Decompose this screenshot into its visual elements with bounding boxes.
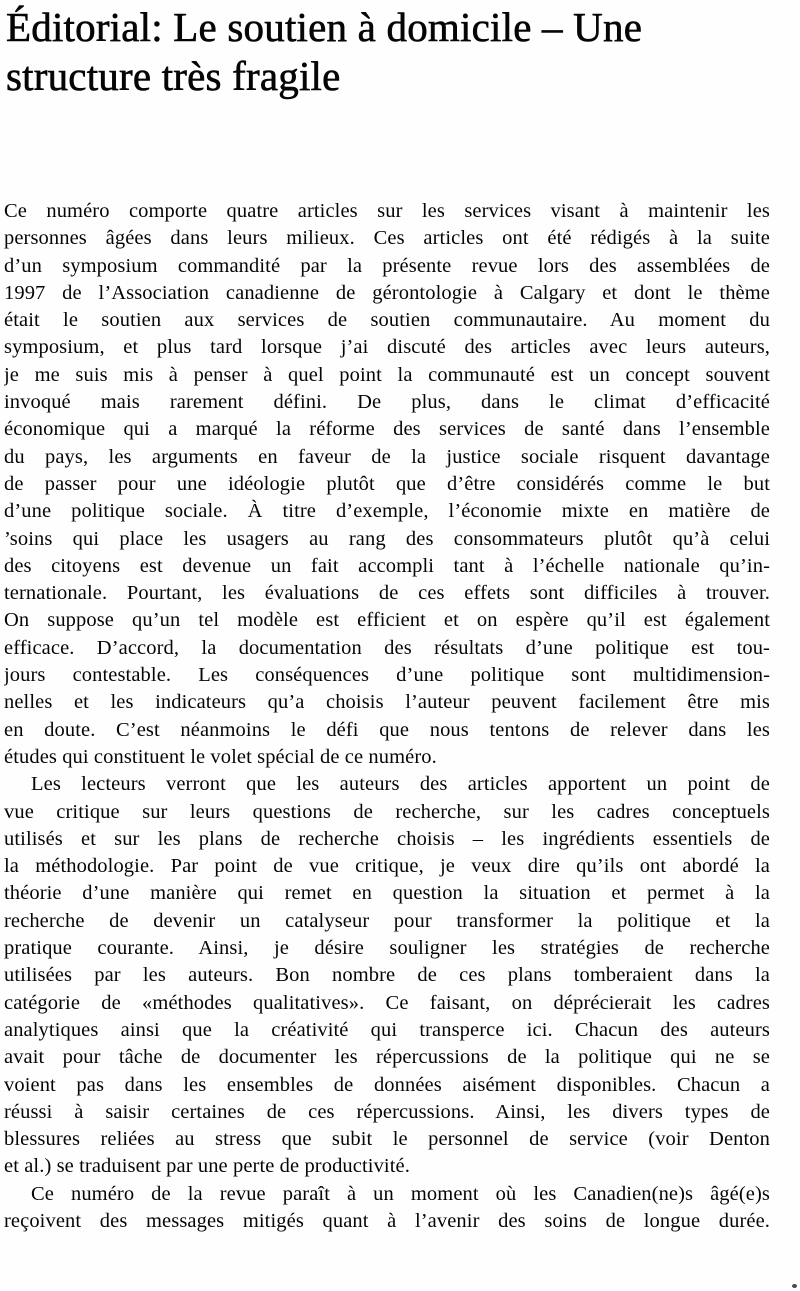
text-line: On suppose qu’un tel modèle est efficient et on espère qu’il est également	[4, 609, 770, 632]
text-line: symposium, et plus tard lorsque j’ai discuté des articles avec leurs auteurs,	[4, 336, 770, 359]
text-line: et al.) se traduisent par une perte de productivité.	[4, 1155, 410, 1178]
title-line-2: structure très fragile	[6, 53, 341, 99]
text-line: nelles et les indicateurs qu’a choisis l’auteur peuvent facilement être mis	[4, 691, 770, 714]
text-line: des citoyens est devenue un fait accompli tant à l’échelle nationale qu’in-	[4, 554, 770, 577]
text-line: théorie d’une manière qui remet en question la situation et permet à la	[4, 882, 770, 905]
text-line: blessures reliées au stress que subit le personnel de service (voir Denton	[4, 1128, 770, 1151]
text-line: ternationale. Pourtant, les évaluations de ces effets sont difficiles à trouver.	[4, 582, 770, 605]
text-line: d’un symposium commandité par la présente revue lors des assemblées de	[4, 254, 770, 277]
text-line: études qui constituent le volet spécial de ce numéro.	[4, 745, 437, 768]
text-line: recherche de devenir un catalyseur pour transformer la politique et la	[4, 909, 770, 932]
text-line: utilisées par les auteurs. Bon nombre de ces plans tomberaient dans la	[4, 964, 770, 987]
scan-artifact-speck	[792, 1284, 797, 1288]
text-line: la méthodologie. Par point de vue critique, je veux dire qu’ils ont abordé la	[4, 855, 770, 878]
paragraph-2	[4, 771, 770, 1180]
text-line: personnes âgées dans leurs milieux. Ces articles ont été rédigés à la suite	[4, 227, 770, 250]
text-line: utilisés et sur les plans de recherche choisis – les ingrédients essentiels de	[4, 827, 770, 850]
text-line: reçoivent des messages mitigés quant à l’avenir des soins de longue durée.	[4, 1209, 770, 1232]
text-line: était le soutien aux services de soutien communautaire. Au moment du	[4, 309, 770, 332]
text-line: Ce numéro comporte quatre articles sur les services visant à maintenir les	[4, 200, 770, 222]
text-line: vue critique sur leurs questions de recherche, sur les cadres conceptuels	[4, 800, 770, 823]
text-line: du pays, les arguments en faveur de la justice sociale risquent davantage	[4, 445, 770, 468]
paragraph-3	[4, 1181, 770, 1236]
text-line: je me suis mis à penser à quel point la communauté est un concept souvent	[4, 363, 770, 386]
text-line: économique qui a marqué la réforme des services de santé dans l’ensemble	[4, 418, 770, 441]
text-line: efficace. D’accord, la documentation des résultats d’une politique est tou-	[4, 636, 770, 659]
text-line: voient pas dans les ensembles de données aisément disponibles. Chacun a	[4, 1073, 770, 1096]
text-line: d’une politique sociale. À titre d’exemple, l’économie mixte en matière de	[4, 500, 770, 523]
editorial-body	[4, 198, 770, 1235]
text-line: pratique courante. Ainsi, je désire souligner les stratégies de recherche	[4, 937, 770, 960]
text-line: en doute. C’est néanmoins le défi que nous tentons de relever dans les	[4, 718, 770, 741]
text-line: Ce numéro de la revue paraît à un moment où les Canadien(ne)s âgé(e)s	[31, 1182, 770, 1205]
text-line: Les lecteurs verront que les auteurs des articles apportent un point de	[31, 773, 770, 796]
text-line: avait pour tâche de documenter les répercussions de la politique qui ne se	[4, 1046, 770, 1069]
text-line: analytiques ainsi que la créativité qui transperce ici. Chacun des auteurs	[4, 1018, 770, 1041]
text-line: invoqué mais rarement défini. De plus, dans le climat d’efficacité	[4, 391, 770, 414]
text-line: 1997 de l’Association canadienne de gérontologie à Calgary et dont le thème	[4, 281, 770, 304]
text-line: ’soins qui place les usagers au rang des consommateurs plutôt qu’à celui	[4, 527, 770, 550]
text-line: jours contestable. Les conséquences d’une politique sont multidimension-	[4, 664, 770, 687]
editorial-title	[0, 0, 800, 101]
paragraph-1	[4, 198, 770, 771]
text-line: réussi à saisir certaines de ces répercussions. Ainsi, les divers types de	[4, 1100, 770, 1123]
title-line-1: Éditorial: Le soutien à domicile – Une	[6, 4, 643, 50]
text-line: de passer pour une idéologie plutôt que d’être considérés comme le but	[4, 472, 770, 495]
text-line: catégorie de «méthodes qualitatives». Ce faisant, on déprécierait les cadres	[4, 991, 770, 1014]
